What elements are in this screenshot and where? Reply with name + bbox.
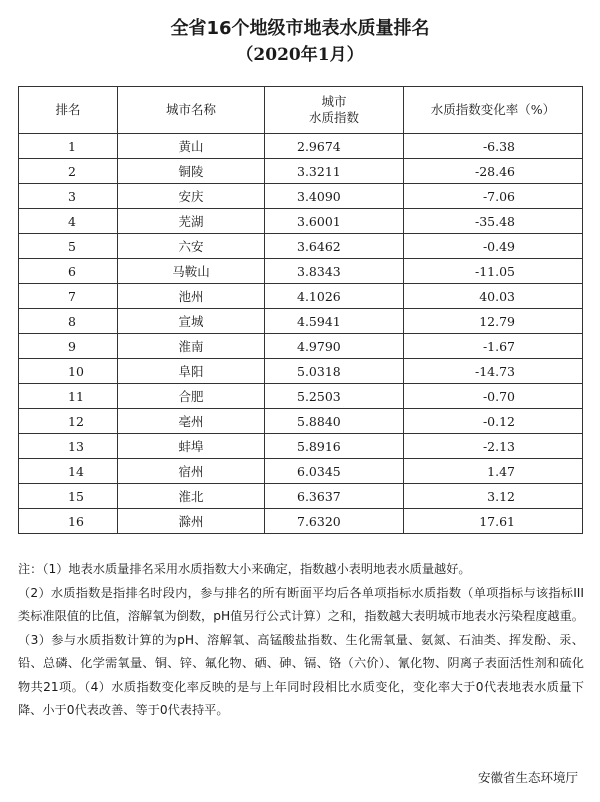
change-cell: -0.49: [404, 234, 583, 259]
rank-cell: 8: [19, 309, 118, 334]
index-cell: 5.0318: [265, 359, 404, 384]
table-row: [19, 134, 583, 159]
rank-cell: 9: [19, 334, 118, 359]
index-cell: 2.9674: [265, 134, 404, 159]
change-cell: 1.47: [404, 459, 583, 484]
index-cell: 4.1026: [265, 284, 404, 309]
index-cell: 3.6462: [265, 234, 404, 259]
city-cell: 芜湖: [118, 209, 265, 234]
rank-cell: 12: [19, 409, 118, 434]
notes: [18, 558, 584, 723]
index-cell: 3.8343: [265, 259, 404, 284]
index-cell: 3.6001: [265, 209, 404, 234]
change-cell: 12.79: [404, 309, 583, 334]
table-row: [19, 334, 583, 359]
table-row: [19, 209, 583, 234]
rank-cell: 15: [19, 484, 118, 509]
index-cell: 6.0345: [265, 459, 404, 484]
table-row: [19, 434, 583, 459]
index-cell: 3.3211: [265, 159, 404, 184]
rank-cell: 1: [19, 134, 118, 159]
index-cell: 5.8840: [265, 409, 404, 434]
index-cell: 4.5941: [265, 309, 404, 334]
city-cell: 宿州: [118, 459, 265, 484]
change-cell: -2.13: [404, 434, 583, 459]
table-row: [19, 409, 583, 434]
index-cell: 3.4090: [265, 184, 404, 209]
city-cell: 合肥: [118, 384, 265, 409]
change-cell: -14.73: [404, 359, 583, 384]
rank-cell: 13: [19, 434, 118, 459]
change-cell: 40.03: [404, 284, 583, 309]
city-cell: 滁州: [118, 509, 265, 534]
issuing-organization: 安徽省生态环境厅: [477, 770, 578, 785]
city-cell: 六安: [118, 234, 265, 259]
table-row: [19, 259, 583, 284]
city-cell: 马鞍山: [118, 259, 265, 284]
table-row: [19, 384, 583, 409]
city-cell: 安庆: [118, 184, 265, 209]
change-cell: -28.46: [404, 159, 583, 184]
index-cell: 4.9790: [265, 334, 404, 359]
rank-cell: 5: [19, 234, 118, 259]
note-2: （2）水质指数是指排名时段内，参与排名的所有断面平均后各单项指标水质指数（单项指标与该指标III类标准限值的比值，溶解氧为倒数，pH值另行公式计算）之和，指数越大表明城市地表水污染程度越重。（3）参与水质指数计算的为pH、溶解氧、高锰酸盐指数、生化需氧量、氨氮、石油类、挥发酚、汞、铅、总磷、化学需氧量、铜、锌、氟化物、硒、砷、镉、铬（六价）、氰化物、阴离子表面活性剂和硫化物共21项。（4）水质指数变化率反映的是与上年同时段相比水质变化，变化率大于0代表地表水质量下降、小于0代表改善、等于0代表持平。: [18, 585, 584, 717]
rank-cell: 14: [19, 459, 118, 484]
rank-cell: 10: [19, 359, 118, 384]
table-row: [19, 234, 583, 259]
city-cell: 铜陵: [118, 159, 265, 184]
change-cell: -0.70: [404, 384, 583, 409]
change-cell: -1.67: [404, 334, 583, 359]
change-cell: 3.12: [404, 484, 583, 509]
change-cell: -6.38: [404, 134, 583, 159]
table-row: [19, 509, 583, 534]
table-row: [19, 459, 583, 484]
rank-cell: 4: [19, 209, 118, 234]
ranking-table: [18, 86, 583, 534]
note-1: 注：（1）地表水质量排名采用水质指数大小来确定，指数越小表明地表水质量越好。: [18, 562, 471, 576]
table-row: [19, 359, 583, 384]
city-cell: 蚌埠: [118, 434, 265, 459]
table-row: [19, 309, 583, 334]
city-cell: 淮北: [118, 484, 265, 509]
city-cell: 阜阳: [118, 359, 265, 384]
city-cell: 黄山: [118, 134, 265, 159]
city-cell: 亳州: [118, 409, 265, 434]
index-cell: 5.2503: [265, 384, 404, 409]
city-cell: 宣城: [118, 309, 265, 334]
table-row: [19, 484, 583, 509]
page-subtitle: （2020年1月）: [236, 45, 364, 65]
table-header-row: [19, 87, 583, 134]
rank-cell: 11: [19, 384, 118, 409]
header-city: 城市名称: [118, 87, 265, 134]
header-index: 城市 水质指数: [265, 87, 404, 134]
change-cell: -35.48: [404, 209, 583, 234]
page-title: 全省16个地级市地表水质量排名: [170, 18, 430, 39]
city-cell: 淮南: [118, 334, 265, 359]
change-cell: -7.06: [404, 184, 583, 209]
table-row: [19, 284, 583, 309]
change-cell: -11.05: [404, 259, 583, 284]
rank-cell: 3: [19, 184, 118, 209]
change-cell: -0.12: [404, 409, 583, 434]
header-rank: 排名: [19, 87, 118, 134]
rank-cell: 6: [19, 259, 118, 284]
table-row: [19, 184, 583, 209]
rank-cell: 16: [19, 509, 118, 534]
index-cell: 7.6320: [265, 509, 404, 534]
header-change: 水质指数变化率（%）: [404, 87, 583, 134]
city-cell: 池州: [118, 284, 265, 309]
index-cell: 5.8916: [265, 434, 404, 459]
index-cell: 6.3637: [265, 484, 404, 509]
rank-cell: 2: [19, 159, 118, 184]
rank-cell: 7: [19, 284, 118, 309]
change-cell: 17.61: [404, 509, 583, 534]
table-row: [19, 159, 583, 184]
